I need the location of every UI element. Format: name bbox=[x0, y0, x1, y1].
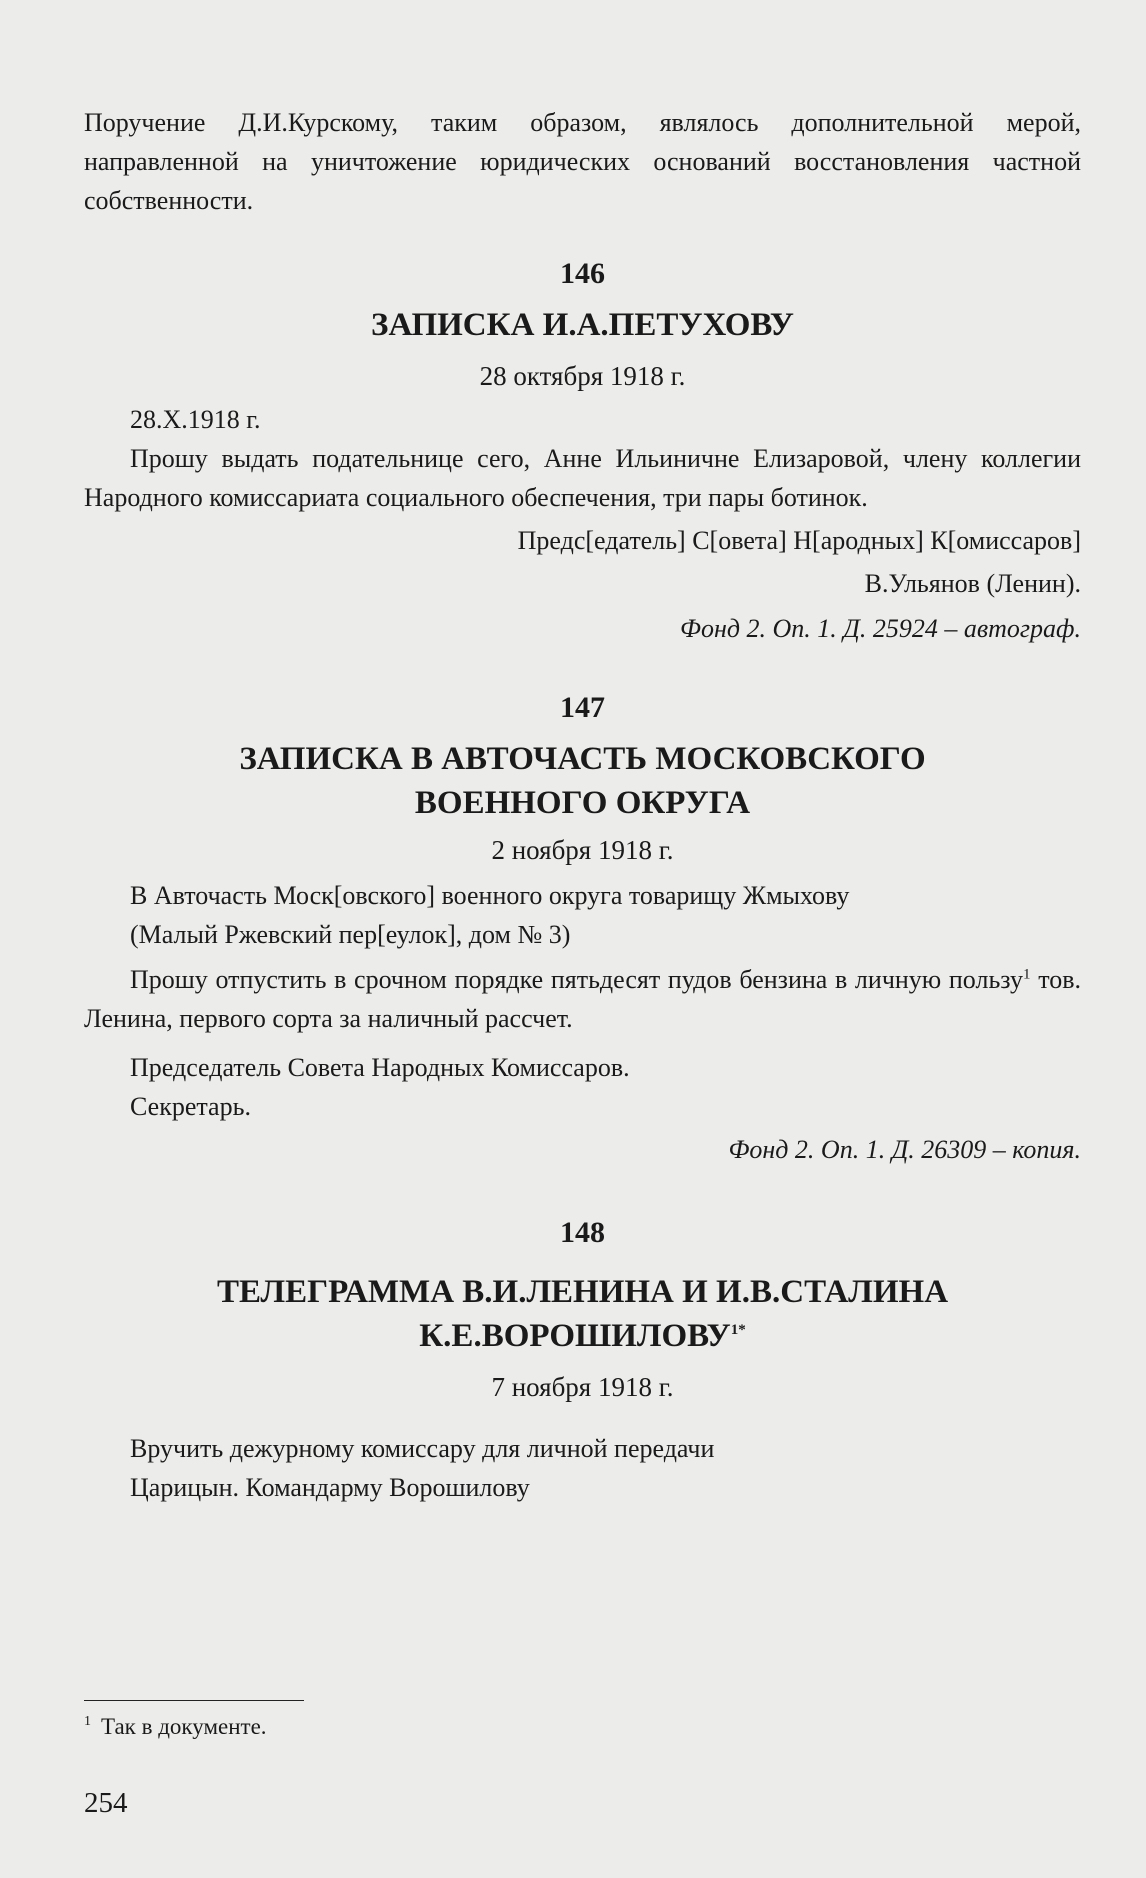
doc147-signature-chairman: Председатель Совета Народных Комиссаров. bbox=[130, 1053, 630, 1082]
doc147-title-line2: ВОЕННОГО ОКРУГА bbox=[414, 785, 751, 821]
doc147-body bbox=[84, 960, 1081, 1038]
doc148-date: 7 ноября 1918 г. bbox=[491, 1372, 674, 1402]
doc148-title-line2 bbox=[84, 1314, 1081, 1358]
doc146-number: 146 bbox=[560, 257, 605, 290]
doc147-source bbox=[84, 1130, 1081, 1169]
doc148-number: 148 bbox=[560, 1216, 605, 1249]
doc147-body-part2: тов. Ленина, первого сорта за наличный рассчет. bbox=[84, 965, 1081, 1033]
doc147-source-tail: – копия. bbox=[986, 1135, 1081, 1164]
footnote-marker: 1 bbox=[84, 1714, 91, 1730]
doc146-inline-date: 28.X.1918 г. bbox=[130, 405, 261, 434]
doc147-number: 147 bbox=[560, 691, 605, 724]
doc147-source-ref: Фонд 2. Оп. 1. Д. 26309 bbox=[728, 1135, 987, 1164]
doc146-date: 28 октября 1918 г. bbox=[479, 361, 686, 391]
doc146-signature-name: В.Ульянов (Ленин). bbox=[864, 569, 1081, 598]
footnote bbox=[84, 1712, 267, 1742]
footnote-text: Так в документе. bbox=[101, 1714, 267, 1739]
doc147-title-line1: ЗАПИСКА В АВТОЧАСТЬ МОСКОВСКОГО bbox=[239, 741, 926, 777]
doc146-title: ЗАПИСКА И.А.ПЕТУХОВУ bbox=[371, 307, 794, 343]
doc147-address-line1: В Авточасть Моск[овского] военного округа товарищу Жмыхову bbox=[130, 881, 850, 910]
page-number: 254 bbox=[84, 1787, 128, 1819]
doc147-body-part1: Прошу отпустить в срочном порядке пятьдесят пудов бензина в личную пользу bbox=[130, 965, 1024, 994]
doc148-title-note-marker: 1* bbox=[730, 1322, 746, 1338]
doc147-address-line2: (Малый Ржевский пер[еулок], дом № 3) bbox=[130, 920, 571, 949]
doc148-body-line2: Царицын. Командарму Ворошилову bbox=[130, 1473, 530, 1502]
doc147-footnote-marker: 1 bbox=[1023, 966, 1031, 983]
doc147-date: 2 ноября 1918 г. bbox=[491, 835, 674, 865]
doc146-source-tail: – автограф. bbox=[937, 614, 1081, 643]
doc146-source-ref: Фонд 2. Оп. 1. Д. 25924 bbox=[680, 614, 938, 643]
doc146-signature-position: Предс[едатель] С[овета] Н[ародных] К[омиссаров] bbox=[517, 526, 1081, 555]
doc147-signature-secretary: Секретарь. bbox=[130, 1092, 251, 1121]
intro-paragraph: Поручение Д.И.Курскому, таким образом, являлось дополнительной мерой, направленной на уничтожение юридических оснований восстановления частной собственности. bbox=[84, 108, 1081, 215]
doc148-title-line1: ТЕЛЕГРАММА В.И.ЛЕНИНА И И.В.СТАЛИНА bbox=[216, 1274, 949, 1310]
footnote-divider bbox=[84, 1700, 304, 1701]
page-content bbox=[84, 103, 1081, 1507]
doc148-title-line2-text: К.Е.ВОРОШИЛОВУ bbox=[419, 1318, 731, 1354]
doc146-body: Прошу выдать подательнице сего, Анне Ильиничне Елизаровой, члену коллегии Народного комиссариата социального обеспечения, три пары ботинок. bbox=[84, 444, 1081, 512]
doc148-body-line1: Вручить дежурному комиссару для личной передачи bbox=[130, 1434, 715, 1463]
doc146-source bbox=[84, 609, 1081, 648]
